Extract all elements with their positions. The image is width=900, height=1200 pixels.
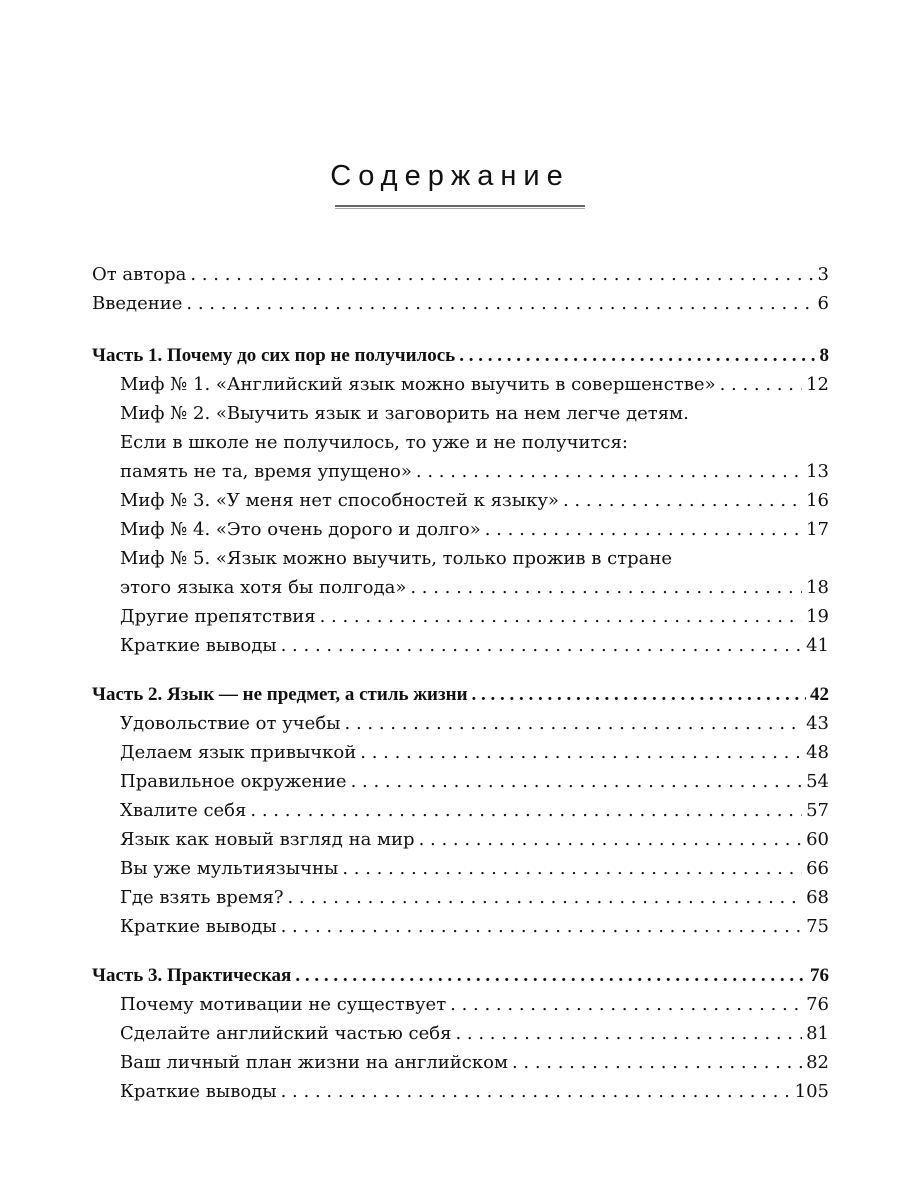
toc-entry[interactable]	[92, 1077, 829, 1106]
dot-leader	[186, 289, 813, 318]
dot-leader	[190, 260, 813, 289]
toc-entry-page: 54	[806, 771, 829, 792]
dot-leader	[563, 486, 802, 515]
dot-leader	[250, 796, 802, 825]
toc-part-2	[92, 680, 829, 941]
toc-entry[interactable]	[92, 631, 829, 660]
toc-entry-title: Делаем язык привычкой	[120, 742, 357, 763]
dot-leader	[281, 631, 802, 660]
toc-entry-page: 57	[806, 800, 829, 821]
toc-entry[interactable]	[92, 1048, 829, 1077]
toc-entry-page: 17	[806, 519, 829, 540]
toc-entry-page: 41	[806, 635, 829, 656]
dot-leader	[360, 738, 802, 767]
toc-entry-page: 48	[806, 742, 829, 763]
page-title: Содержание	[330, 160, 570, 192]
toc-entry-title: Почему мотивации не существует	[120, 994, 447, 1015]
toc-entry[interactable]	[92, 796, 829, 825]
toc-entry-page: 19	[806, 606, 829, 627]
dot-leader	[320, 602, 803, 631]
dot-leader	[419, 825, 803, 854]
toc-entry-title: Краткие выводы	[120, 916, 277, 937]
toc-entry-page: 66	[806, 858, 829, 879]
toc-entry-page: 76	[806, 994, 829, 1015]
toc-entry[interactable]	[92, 912, 829, 941]
toc-entry[interactable]	[92, 767, 829, 796]
toc-entry-title: Краткие выводы	[120, 635, 277, 656]
toc-entry-page: 16	[806, 490, 829, 511]
dot-leader	[281, 912, 802, 941]
toc-entry-title: От автора	[92, 264, 187, 285]
dot-leader	[450, 990, 802, 1019]
toc-part-title: Часть 2. Язык — не предмет, а стиль жизни	[92, 684, 468, 705]
toc-entry-title: Ваш личный план жизни на английском	[120, 1052, 508, 1073]
toc-entry-title: Язык как новый взгляд на мир	[120, 829, 415, 850]
toc-entry[interactable]	[92, 486, 829, 515]
toc-entry[interactable]	[92, 289, 829, 318]
toc-entry-title: Другие препятствия	[120, 606, 316, 627]
table-of-contents	[92, 260, 829, 1126]
toc-entry-line[interactable]: Миф № 5. «Язык можно выучить, только прожив в стране	[120, 548, 673, 569]
dot-leader	[485, 515, 802, 544]
toc-entry-title: Введение	[92, 293, 183, 314]
toc-entry[interactable]	[92, 883, 829, 912]
toc-entry-title: Правильное окружение	[120, 771, 347, 792]
toc-part-3	[92, 961, 829, 1106]
toc-entry-page: 75	[806, 916, 829, 937]
toc-part-1	[92, 341, 829, 660]
toc-entry-page: 3	[817, 264, 829, 285]
toc-entry-title: Вы уже мультиязычны	[120, 858, 339, 879]
dot-leader	[287, 883, 802, 912]
dot-leader	[295, 961, 806, 990]
dot-leader	[345, 709, 803, 738]
toc-entry-title: Миф № 3. «У меня нет способностей к языку»	[120, 490, 559, 511]
toc-entry[interactable]	[92, 1019, 829, 1048]
dot-leader	[472, 680, 806, 709]
toc-parts	[92, 341, 829, 1106]
toc-entry[interactable]	[92, 260, 829, 289]
title-underline	[335, 205, 585, 209]
toc-entry-page: 81	[806, 1023, 829, 1044]
toc-entry[interactable]	[92, 854, 829, 883]
dot-leader	[720, 370, 803, 399]
toc-entry[interactable]	[92, 602, 829, 631]
toc-entry-line[interactable]: Если в школе не получилось, то уже и не получится:	[120, 432, 628, 453]
toc-part-page: 76	[810, 965, 829, 986]
toc-entry-title: Миф № 1. «Английский язык можно выучить в совершенстве»	[120, 374, 716, 395]
toc-entry-title: Где взять время?	[120, 887, 284, 908]
toc-entry-page: 43	[806, 713, 829, 734]
toc-entry-page: 105	[794, 1081, 829, 1102]
dot-leader	[512, 1048, 802, 1077]
toc-entry-page: 12	[806, 374, 829, 395]
dot-leader	[351, 767, 803, 796]
dot-leader	[459, 341, 815, 370]
dot-leader	[342, 854, 802, 883]
toc-entry[interactable]	[92, 515, 829, 544]
dot-leader	[455, 1019, 802, 1048]
toc-entry-page: 60	[806, 829, 829, 850]
toc-entry-page: 18	[806, 577, 829, 598]
toc-part-page: 8	[819, 345, 829, 366]
dot-leader	[281, 1077, 791, 1106]
toc-entry-title: Удовольствие от учебы	[120, 713, 341, 734]
toc-entry-title: этого языка хотя бы полгода»	[120, 577, 407, 598]
toc-entry[interactable]	[92, 573, 829, 602]
toc-front-matter	[92, 260, 829, 318]
toc-entry[interactable]	[92, 709, 829, 738]
toc-entry-page: 13	[806, 461, 829, 482]
toc-part-heading[interactable]	[92, 961, 829, 990]
toc-entry-page: 68	[806, 887, 829, 908]
dot-leader	[416, 457, 802, 486]
toc-part-title: Часть 1. Почему до сих пор не получилось	[92, 345, 456, 366]
toc-entry[interactable]	[92, 825, 829, 854]
toc-entry[interactable]	[92, 738, 829, 767]
toc-entry[interactable]	[92, 457, 829, 486]
toc-entry-title: память не та, время упущено»	[120, 461, 412, 482]
toc-part-heading[interactable]	[92, 680, 829, 709]
toc-part-page: 42	[810, 684, 829, 705]
dot-leader	[410, 573, 802, 602]
toc-part-heading[interactable]	[92, 341, 829, 370]
toc-entry-title: Миф № 4. «Это очень дорого и долго»	[120, 519, 481, 540]
toc-entry-title: Сделайте английский частью себя	[120, 1023, 452, 1044]
toc-entry-page: 6	[817, 293, 829, 314]
toc-entry[interactable]	[92, 990, 829, 1019]
toc-part-title: Часть 3. Практическая	[92, 965, 292, 986]
toc-entry-line[interactable]: Миф № 2. «Выучить язык и заговорить на нем легче детям.	[120, 403, 689, 424]
toc-entry-title: Хвалите себя	[120, 800, 247, 821]
toc-entry[interactable]	[92, 370, 829, 399]
toc-entry-title: Краткие выводы	[120, 1081, 277, 1102]
toc-entry-page: 82	[806, 1052, 829, 1073]
